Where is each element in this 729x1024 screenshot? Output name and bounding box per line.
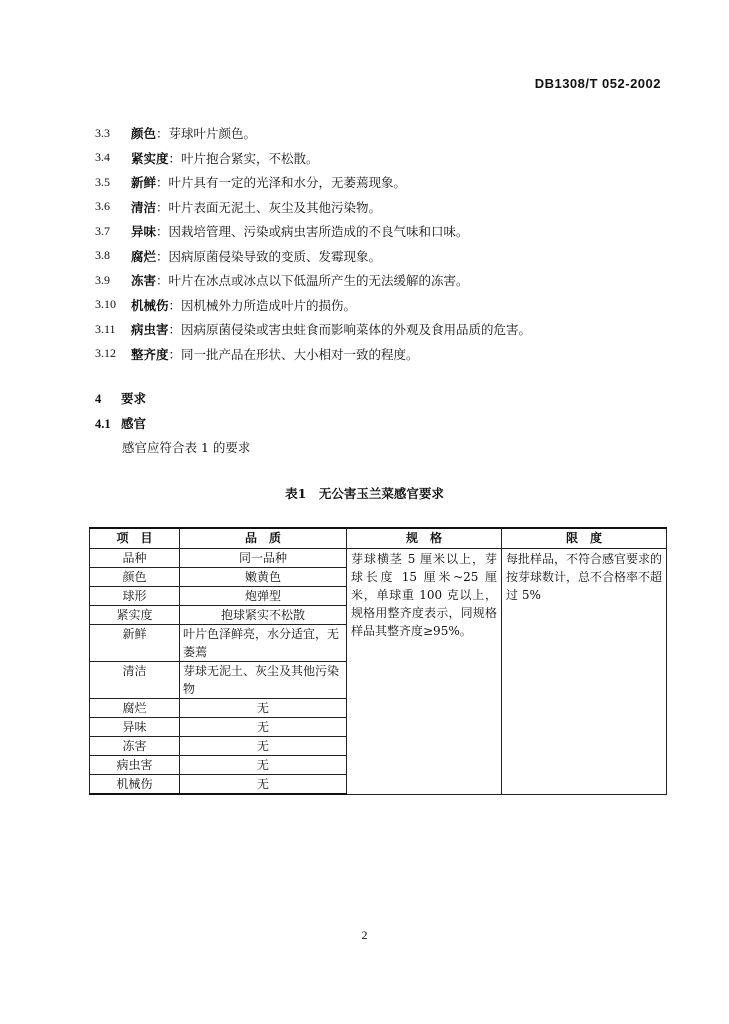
quality-cell: 嫩黄色 (180, 568, 347, 587)
item-cell: 颜色 (90, 568, 180, 587)
header-quality: 品 质 (180, 528, 347, 549)
subsection-heading (95, 414, 146, 432)
definition-term: 机械伤 (131, 297, 169, 313)
definition-item (95, 121, 675, 146)
table-header-row (90, 528, 667, 549)
definition-list (95, 121, 675, 366)
item-cell: 异味 (90, 718, 180, 737)
definition-item (95, 146, 675, 171)
definition-text: ：因病原菌侵染导致的变质、发霉现象。 (156, 248, 382, 264)
page-number: 2 (361, 928, 368, 942)
item-cell: 病虫害 (90, 756, 180, 775)
subsection-body: 感官应符合表 1 的要求 (122, 440, 251, 455)
definition-text: ：因栽培管理、污染或病虫害所造成的不良气味和口味。 (156, 224, 469, 240)
item-cell: 紧实度 (90, 606, 180, 625)
definition-number: 3.12 (95, 346, 116, 361)
requirements-table (89, 527, 667, 795)
definition-term: 整齐度 (131, 346, 169, 362)
definition-item (95, 219, 675, 244)
definition-text: ：叶片抱合紧实，不松散。 (168, 150, 319, 166)
item-cell: 球形 (90, 587, 180, 606)
limit-cell: 每批样品，不符合感官要求的按芽球数计，总不合格率不超过 5% (502, 549, 667, 795)
quality-cell: 炮弹型 (180, 587, 347, 606)
definition-number: 3.8 (95, 248, 110, 263)
header-spec: 规 格 (347, 528, 502, 549)
definition-number: 3.5 (95, 174, 110, 189)
definition-item (95, 268, 675, 293)
quality-cell: 无 (180, 737, 347, 756)
definition-text: ：因机械外力所造成叶片的损伤。 (168, 297, 357, 313)
definition-number: 3.10 (95, 297, 116, 312)
section-heading (95, 389, 146, 407)
section-number: 4 (95, 392, 102, 406)
item-cell: 清洁 (90, 662, 180, 699)
definition-item (95, 195, 675, 220)
section-title: 要求 (121, 391, 147, 406)
definition-item (95, 342, 675, 367)
quality-cell: 抱球紧实不松散 (180, 606, 347, 625)
definition-term: 冻害 (131, 273, 157, 289)
definition-term: 新鲜 (131, 175, 157, 191)
quality-cell: 无 (180, 775, 347, 795)
quality-cell: 无 (180, 718, 347, 737)
definition-text: ：叶片表面无泥土、灰尘及其他污染物。 (156, 199, 382, 215)
definition-text: ：叶片具有一定的光泽和水分，无萎蔫现象。 (156, 175, 407, 191)
definition-text: ：叶片在冰点或冰点以下低温所产生的无法缓解的冻害。 (156, 273, 469, 289)
quality-cell: 同一品种 (180, 549, 347, 568)
header-item: 项 目 (90, 528, 180, 549)
definition-item (95, 317, 675, 342)
definition-number: 3.11 (95, 321, 116, 336)
definition-number: 3.6 (95, 199, 110, 214)
table-caption: 表1 无公害玉兰菜感官要求 (285, 486, 444, 501)
definition-term: 清洁 (131, 199, 157, 215)
definition-number: 3.3 (95, 125, 110, 140)
definition-term: 颜色 (131, 126, 157, 142)
definition-item (95, 293, 675, 318)
quality-cell: 叶片色泽鲜亮，水分适宜，无萎蔫 (180, 625, 347, 662)
definition-term: 病虫害 (131, 322, 169, 338)
document-code: DB1308/T 052-2002 (534, 76, 661, 91)
definition-number: 3.7 (95, 223, 110, 238)
subsection-number: 4.1 (95, 417, 111, 431)
definition-item (95, 244, 675, 269)
item-cell: 腐烂 (90, 699, 180, 718)
definition-term: 腐烂 (131, 248, 157, 264)
definition-text: ：同一批产品在形状、大小相对一致的程度。 (168, 346, 419, 362)
definition-item (95, 170, 675, 195)
definition-text: ：因病原菌侵染或害虫蛀食而影响菜体的外观及食用品质的危害。 (168, 322, 532, 338)
item-cell: 机械伤 (90, 775, 180, 795)
spec-cell: 芽球横茎 5 厘米以上，芽球长度 15 厘米~25 厘米，单球重 100 克以上，规格用整齐度表示，同规格样品其整齐度≥95%。 (347, 549, 502, 795)
definition-term: 异味 (131, 224, 157, 240)
definition-term: 紧实度 (131, 150, 169, 166)
quality-cell: 无 (180, 756, 347, 775)
definition-number: 3.9 (95, 272, 110, 287)
item-cell: 新鲜 (90, 625, 180, 662)
quality-cell: 芽球无泥土、灰尘及其他污染物 (180, 662, 347, 699)
header-limit: 限 度 (502, 528, 667, 549)
subsection-title: 感官 (121, 416, 147, 431)
definition-text: ：芽球叶片颜色。 (156, 126, 257, 142)
definition-number: 3.4 (95, 150, 110, 165)
item-cell: 冻害 (90, 737, 180, 756)
item-cell: 品种 (90, 549, 180, 568)
quality-cell: 无 (180, 699, 347, 718)
table-row (90, 549, 667, 568)
